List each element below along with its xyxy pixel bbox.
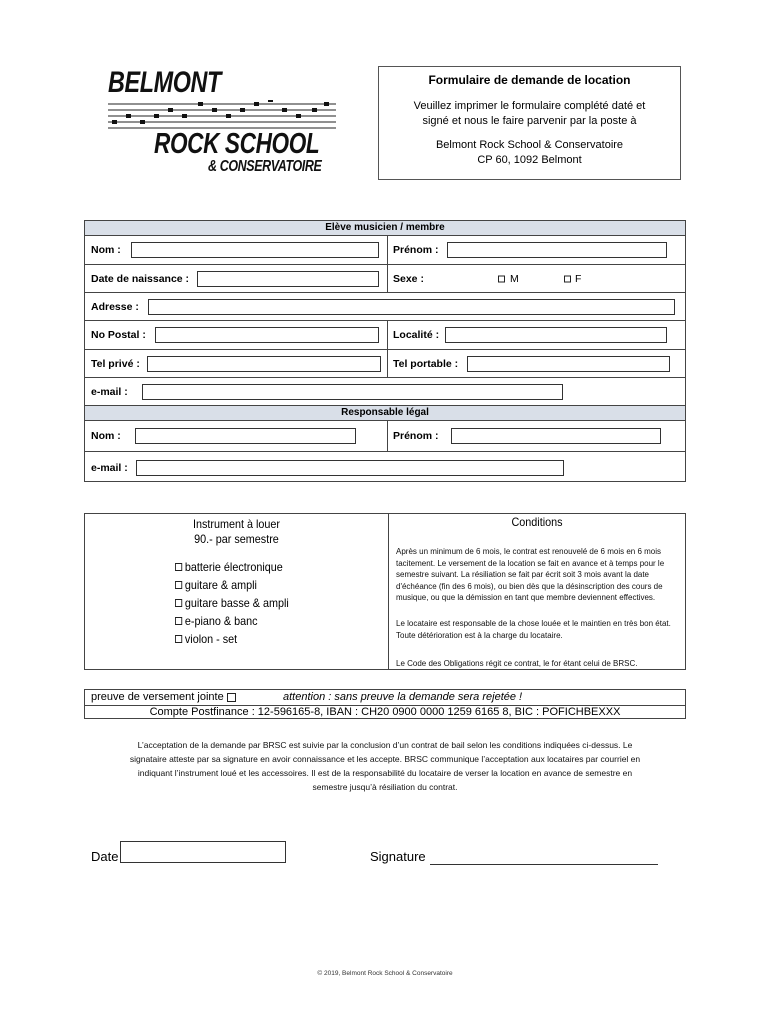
instrument-title: Instrument à louer bbox=[192, 517, 281, 531]
proof-checkbox[interactable] bbox=[227, 693, 236, 702]
option-batterie[interactable] bbox=[175, 560, 283, 574]
guardian-section-title: Responsable légal bbox=[85, 406, 685, 421]
logo-belmont: BELMONT bbox=[108, 66, 221, 99]
student-email-field[interactable] bbox=[142, 384, 563, 400]
option-label: guitare & ampli bbox=[184, 578, 257, 592]
row-postal bbox=[85, 321, 685, 350]
sex-f-checkbox[interactable] bbox=[564, 275, 571, 282]
student-nom-field[interactable] bbox=[131, 242, 379, 258]
naissance-label: Date de naissance : bbox=[91, 272, 190, 285]
guardian-email-field[interactable] bbox=[136, 460, 564, 476]
checkbox[interactable] bbox=[175, 599, 182, 607]
proof-warning: attention : sans preuve la demande sera rejetée ! bbox=[283, 691, 523, 703]
no-postal-label: No Postal : bbox=[91, 329, 146, 341]
postal-address bbox=[379, 138, 680, 168]
copyright-footer: © 2019, Belmont Rock School & Conservatoire bbox=[317, 970, 453, 977]
email-label: e-mail : bbox=[91, 385, 128, 398]
option-guitare[interactable] bbox=[175, 578, 257, 592]
checkbox[interactable] bbox=[175, 617, 182, 625]
guardian-nom-field[interactable] bbox=[135, 428, 356, 444]
signature-label: Signature bbox=[370, 849, 426, 864]
adresse-label: Adresse : bbox=[91, 300, 139, 313]
logo-music-staff bbox=[108, 100, 336, 130]
address-line-1: Belmont Rock School & Conservatoire bbox=[435, 139, 624, 151]
sex-m-label: M bbox=[510, 272, 519, 285]
sex-m-checkbox[interactable] bbox=[498, 275, 505, 282]
option-label: batterie électronique bbox=[184, 560, 283, 574]
student-section-title: Elève musicien / membre bbox=[85, 221, 685, 236]
conditions-paragraph-1: Après un minimum de 6 mois, le contrat est renouvelé de 6 mois en 6 mois tacitement. Le versement de la location se fait en avance et à temps pour le semestre suivant. La résiliation se fait par écrit soit 3 mois avant la date d'échéance (fin des 6 mois), ou bien dès que la désinscription des cours de musique, ou que la démission en tant que membre deviennent effectives. bbox=[396, 547, 665, 602]
birthdate-field[interactable] bbox=[197, 271, 379, 287]
sex-f-label: F bbox=[575, 272, 582, 285]
instrument-price: 90.- par semestre bbox=[194, 532, 279, 546]
sexe-label: Sexe : bbox=[393, 272, 424, 285]
divider bbox=[387, 236, 388, 264]
nom-label: Nom : bbox=[91, 244, 121, 256]
localite-label: Localité : bbox=[393, 329, 440, 341]
note-line: L’acceptation de la demande par BRSC est suivie par la conclusion d’un contrat de bail selon les conditions indiquées ci-dessus. Le bbox=[137, 740, 633, 750]
tel-portable-label: Tel portable : bbox=[393, 357, 459, 370]
guardian-email-label: e-mail : bbox=[91, 461, 128, 474]
row-phones bbox=[85, 350, 685, 378]
acceptance-note bbox=[100, 738, 670, 794]
conditions-paragraph-2: Le locataire est responsable de la chose louée et le maintien en très bon état. Toute détérioration est à la charge du locataire. bbox=[396, 619, 671, 640]
proof-row bbox=[85, 690, 685, 706]
divider bbox=[387, 265, 388, 292]
option-label: violon - set bbox=[184, 632, 238, 646]
option-guitare-basse[interactable] bbox=[175, 596, 289, 610]
student-prenom-field[interactable] bbox=[447, 242, 667, 258]
logo-conservatoire: & CONSERVATOIRE bbox=[208, 158, 322, 175]
conditions-paragraph-3: Le Code des Obligations régit ce contrat, le for étant celui de BRSC. bbox=[396, 659, 638, 668]
guardian-prenom-label: Prénom : bbox=[393, 430, 439, 442]
payment-proof-box bbox=[84, 689, 686, 719]
row-guardian-name bbox=[85, 421, 685, 452]
note-line: indiquant l’instrument loué et les accessoires. Il est de la responsabilité du locataire de verser la location en avance de semestre en bbox=[137, 768, 633, 778]
instructions bbox=[379, 99, 680, 129]
checkbox[interactable] bbox=[175, 581, 182, 589]
divider bbox=[387, 350, 388, 377]
locality-field[interactable] bbox=[445, 327, 667, 343]
divider bbox=[387, 321, 388, 349]
instrument-conditions-table bbox=[84, 513, 686, 670]
option-label: guitare basse & ampli bbox=[184, 596, 289, 610]
address-line-2: CP 60, 1092 Belmont bbox=[477, 154, 582, 166]
divider bbox=[387, 421, 388, 451]
guardian-prenom-field[interactable] bbox=[451, 428, 661, 444]
row-email bbox=[85, 378, 685, 406]
row-birth-sex bbox=[85, 265, 685, 293]
row-name bbox=[85, 236, 685, 265]
form-title: Formulaire de demande de location bbox=[428, 73, 631, 87]
row-address bbox=[85, 293, 685, 321]
checkbox[interactable] bbox=[175, 635, 182, 643]
date-label: Date bbox=[91, 849, 119, 864]
header-box bbox=[378, 66, 681, 180]
postal-code-field[interactable] bbox=[155, 327, 379, 343]
instructions-line-2: signé et nous le faire parvenir par la poste à bbox=[422, 115, 637, 127]
tel-prive-label: Tel privé : bbox=[91, 357, 140, 370]
address-field[interactable] bbox=[148, 299, 675, 315]
note-line: semestre jusqu’à résiliation du contrat. bbox=[312, 782, 458, 792]
mobile-phone-field[interactable] bbox=[467, 356, 670, 372]
option-label: e-piano & banc bbox=[184, 614, 258, 628]
date-field[interactable] bbox=[120, 841, 286, 863]
private-phone-field[interactable] bbox=[147, 356, 381, 372]
option-epiano[interactable] bbox=[175, 614, 258, 628]
guardian-nom-label: Nom : bbox=[91, 430, 121, 442]
option-violon[interactable] bbox=[175, 632, 237, 646]
proof-label: preuve de versement jointe bbox=[91, 691, 224, 703]
member-form bbox=[84, 220, 686, 482]
instrument-column bbox=[85, 514, 389, 669]
note-line: signataire atteste par sa signature en avoir connaissance et les accepte. BRSC communique l’acceptation aux locataires par courriel en bbox=[129, 754, 641, 764]
signature-line[interactable] bbox=[430, 864, 658, 865]
logo-rock-school: ROCK SCHOOL bbox=[154, 128, 320, 160]
instructions-line-1: Veuillez imprimer le formulaire complété daté et bbox=[413, 100, 646, 112]
row-guardian-email bbox=[85, 452, 685, 483]
conditions-title: Conditions bbox=[511, 515, 563, 529]
checkbox[interactable] bbox=[175, 563, 182, 571]
prenom-label: Prénom : bbox=[393, 244, 439, 256]
account-info: Compte Postfinance : 12-596165-8, IBAN : CH20 0900 0000 1259 6165 8, BIC : POFICHBEXXX bbox=[149, 706, 621, 718]
